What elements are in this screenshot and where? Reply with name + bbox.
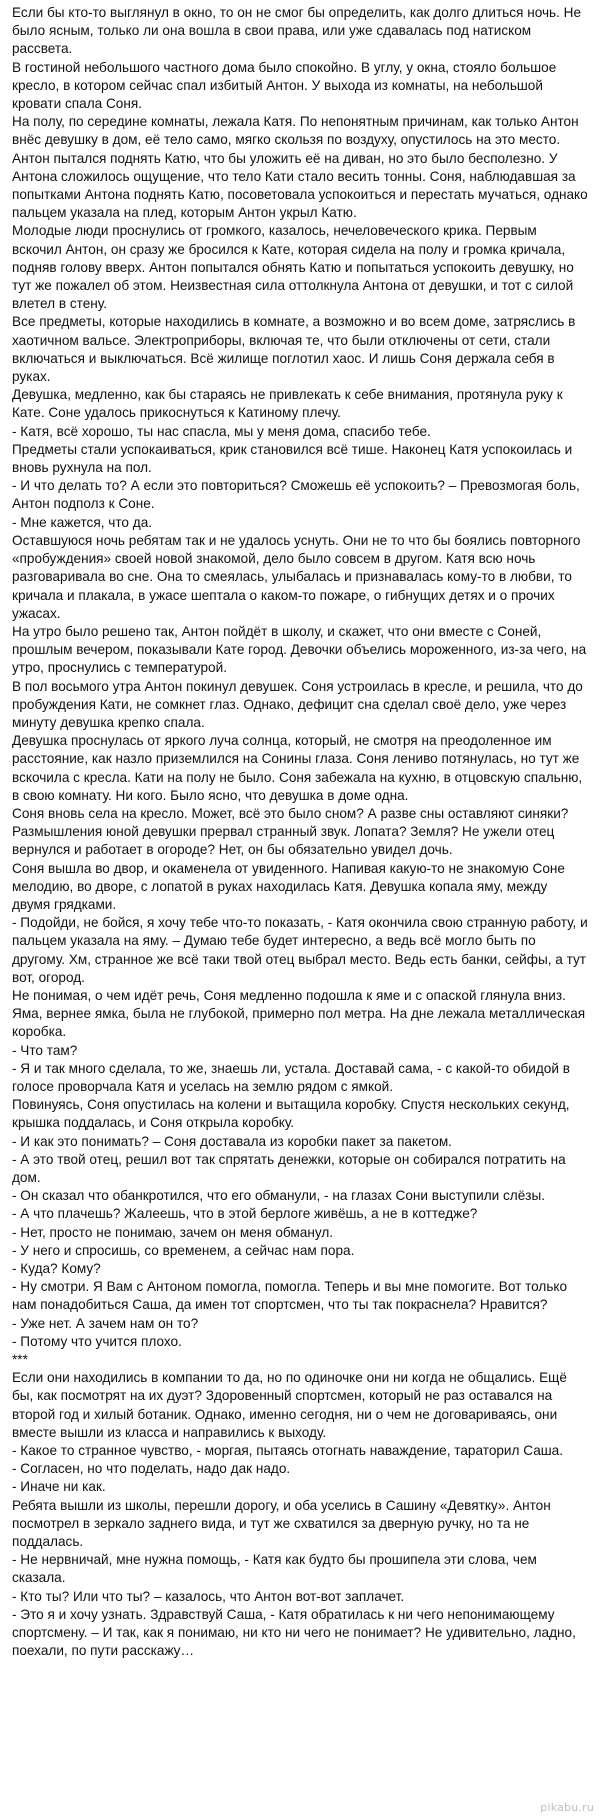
- story-paragraph: Девушка, медленно, как бы стараясь не привлекать к себе внимания, протянула руку к Кате. Соне удалось прикоснуться к Катиному плечу.: [12, 387, 563, 421]
- story-paragraph: Не понимая, о чем идёт речь, Соня медленно подошла к яме и с опаской глянула вниз. Яма, вернее ямка, была не глубокой, примерно пол метра. На дне лежала металлическая коробка.: [12, 987, 586, 1040]
- story-paragraph: - Иначе ни как.: [12, 1479, 106, 1495]
- story-paragraph: - Согласен, но что поделать, надо дак надо.: [12, 1461, 291, 1477]
- story-paragraph: - И как это понимать? – Соня доставала из коробки пакет за пакетом.: [12, 1133, 452, 1149]
- story-paragraph: Девушка проснулась от яркого луча солнца, который, не смотря на преодоленное им расстояние, как назло приземлился на Сонины глаза. Соня лениво потянулась, но тут же вскочила с кресла. Кати на полу не было. Соня забежала на кухню, в отцовскую спальню, в свою комнату. Ни кого. Было ясно, что девушка в доме одна.: [12, 733, 583, 803]
- story-paragraph: - Это я и хочу узнать. Здравствуй Саша, - Катя обратилась к ни чего непонимающему спортсмену. – И так, как я понимаю, ни кто ни чего не понимает? Не удивительно, ладно, поехали, по пути расскажу…: [12, 1606, 576, 1659]
- story-paragraph: - Кто ты? Или что ты? – казалось, что Антон вот-вот заплачет.: [12, 1588, 405, 1604]
- story-paragraph: В гостиной небольшого частного дома было спокойно. В углу, у окна, стояло большое кресло, в котором сейчас спал избитый Антон. У выхода из комнаты, на небольшой кровати спала Соня.: [12, 59, 557, 112]
- story-paragraph: Оставшуюся ночь ребятам так и не удалось уснуть. Они не то что бы боялись повторного «пробуждения» своей новой знакомой, дело было совсем в другом. Катя всю ночь разговаривала во сне. Она то смеялась, улыбалась и признавалась кому-то в любви, то кричала и плакала, в ужасе шептала о каком-то пожаре, о гибнущих детях и о прочих ужасах.: [12, 532, 581, 621]
- story-paragraph: Соня вновь села на кресло. Может, всё это было сном? А разве сны оставляют синяки? Размышления юной девушки прервал странный звук. Лопата? Земля? Не ужели отец вернулся и работает в огороде? Нет, он бы обязательно увидел дочь.: [12, 805, 569, 858]
- site-watermark: pikabu.ru: [540, 1801, 594, 1814]
- story-paragraph: - Какое то странное чувство, - моргая, пытаясь отогнать наваждение, тараторил Саша.: [12, 1443, 564, 1459]
- story-paragraph: Предметы стали успокаиваться, крик становился всё тише. Наконец Катя успокоилась и вновь рухнула на пол.: [12, 441, 573, 476]
- story-paragraph: - Уже нет. А зачем нам он то?: [12, 1315, 199, 1331]
- story-paragraph: Если бы кто-то выглянул в окно, то он не смог бы определить, как долго длиться ночь. Не было ясным, только ли она вошла в свои права, или уже сдавалась под натиском рассвета.: [12, 5, 582, 57]
- story-paragraph: - Я и так много сделала, то же, знаешь ли, устала. Доставай сама, - с какой-то обидой в голосе проворчала Катя и уселась на землю рядом с ямкой.: [12, 1060, 570, 1094]
- story-paragraph: - Он сказал что обанкротился, что его обманули, - на глазах Сони выступили слёзы.: [12, 1188, 546, 1204]
- story-paragraph: - Не нервничай, мне нужна помощь, - Катя как будто бы прошипела эти слова, чем сказала.: [12, 1552, 537, 1586]
- story-paragraph: - Потому что учится плохо.: [12, 1333, 182, 1349]
- story-paragraph: Повинуясь, Соня опустилась на колени и вытащила коробку. Спустя нескольких секунд, крышка поддалась, и Соня открыла коробку.: [12, 1097, 570, 1131]
- story-paragraph: - Катя, всё хорошо, ты нас спасла, мы у меня дома, спасибо тебе.: [12, 423, 431, 439]
- story-paragraph: Соня вышла во двор, и окаменела от увиденного. Напивая какую-то не знакомую Соне мелодию, во дворе, с лопатой в руках находилась Катя. Девушка копала яму, между двумя грядками.: [12, 860, 565, 912]
- story-paragraph: - Куда? Кому?: [12, 1261, 101, 1277]
- story-paragraph: Все предметы, которые находились в комнате, а возможно и во всем доме, затряслись в хаотичном вальсе. Электроприборы, включая те, что были отключены от сети, стали включаться и выключаться. Всё жилище поглотил хаос. И лишь Соня держала себя в руках.: [12, 314, 576, 385]
- story-paragraph: На полу, по середине комнаты, лежала Катя. По непонятным причинам, как только Антон внёс девушку в дом, её тело само, мягко скользя по воздуху, опустилось на это место.: [12, 114, 579, 148]
- story-paragraph: - Что там?: [12, 1042, 78, 1058]
- story-paragraph: - И что делать то? А если это повториться? Сможешь её успокоить? – Превозмогая боль, Антон подполз к Соне.: [12, 478, 580, 512]
- story-paragraph: - Подойди, не бойся, я хочу тебе что-то показать, - Катя окончила свою странную работу, и пальцем указала на яму. – Думаю тебе будет интересно, а ведь всё могло быть по другому. Хм, странное же всё таки твой отец выбрал место. Ведь есть банки, сейфы, а тут вот, огород.: [12, 915, 588, 985]
- story-paragraph: Ребята вышли из школы, перешли дорогу, и оба уселись в Сашину «Девятку». Антон посмотрел в зеркало заднего вида, и тут же схватился за дверную ручку, но та не поддалась.: [12, 1497, 551, 1550]
- story-paragraph: На утро было решено так, Антон пойдёт в школу, и скажет, что они вместе с Соней, прошлым вечером, показывали Кате город. Девочки объелись мороженного, из-за чего, на утро, проснулись с температурой.: [12, 623, 587, 676]
- story-paragraph: - Ну смотри. Я Вам с Антоном помогла, помогла. Теперь и вы мне помогите. Вот только нам понадобиться Саша, да имен тот спортсмен, что ты так покраснела? Нравится?: [12, 1279, 568, 1313]
- story-paragraph: Если они находились в компании то да, но по одиночке они ни когда не общались. Ещё бы, как посмотрят на их дуэт? Здоровенный спортсмен, который не раз оставался на второй год и хилый ботаник. Однако, именно сегодня, ни о чем не договариваясь, они вместе вышли из класса и направились к выходу.: [12, 1370, 567, 1440]
- story-text: [12, 4, 588, 1660]
- story-paragraph: Молодые люди проснулись от громкого, казалось, нечеловеческого крика. Первым вскочил Антон, он сразу же бросился к Кате, которая сидела на полу и громка кричала, подняв голову вверх. Антон попытался обнять Катю и попытаться успокоить девушку, но тут же пожалел об этом. Неизвестная сила оттолкнула Антона от девушки, и тот с силой влетел в стену.: [12, 223, 574, 312]
- story-paragraph: - Мне кажется, что да.: [12, 514, 153, 530]
- story-paragraph: - А что плачешь? Жалеешь, что в этой берлоге живёшь, а не в коттедже?: [12, 1206, 478, 1222]
- story-paragraph: В пол восьмого утра Антон покинул девушек. Соня устроилась в кресле, и решила, что до пробуждения Кати, не сомкнет глаз. Однако, дефицит сна сделал своё дело, уже через минуту девушка крепко спала.: [12, 678, 583, 730]
- story-paragraph: - У него и спросишь, со временем, а сейчас нам пора.: [12, 1242, 355, 1258]
- story-paragraph: ***: [12, 1352, 28, 1368]
- story-paragraph: - А это твой отец, решил вот так спрятать денежки, которые он собирался потратить на дом.: [12, 1151, 566, 1185]
- story-paragraph: Антон пытался поднять Катю, что бы уложить её на диван, но это было бесполезно. У Антона сложилось ощущение, что тело Кати стало весить тонны. Соня, наблюдавшая за попытками Антона поднять Катю, посоветовала успокоиться и перестать мучаться, однако пальцем указала на плед, которым Антон укрыл Катю.: [12, 150, 588, 221]
- story-paragraph: - Нет, просто не понимаю, зачем он меня обманул.: [12, 1224, 334, 1240]
